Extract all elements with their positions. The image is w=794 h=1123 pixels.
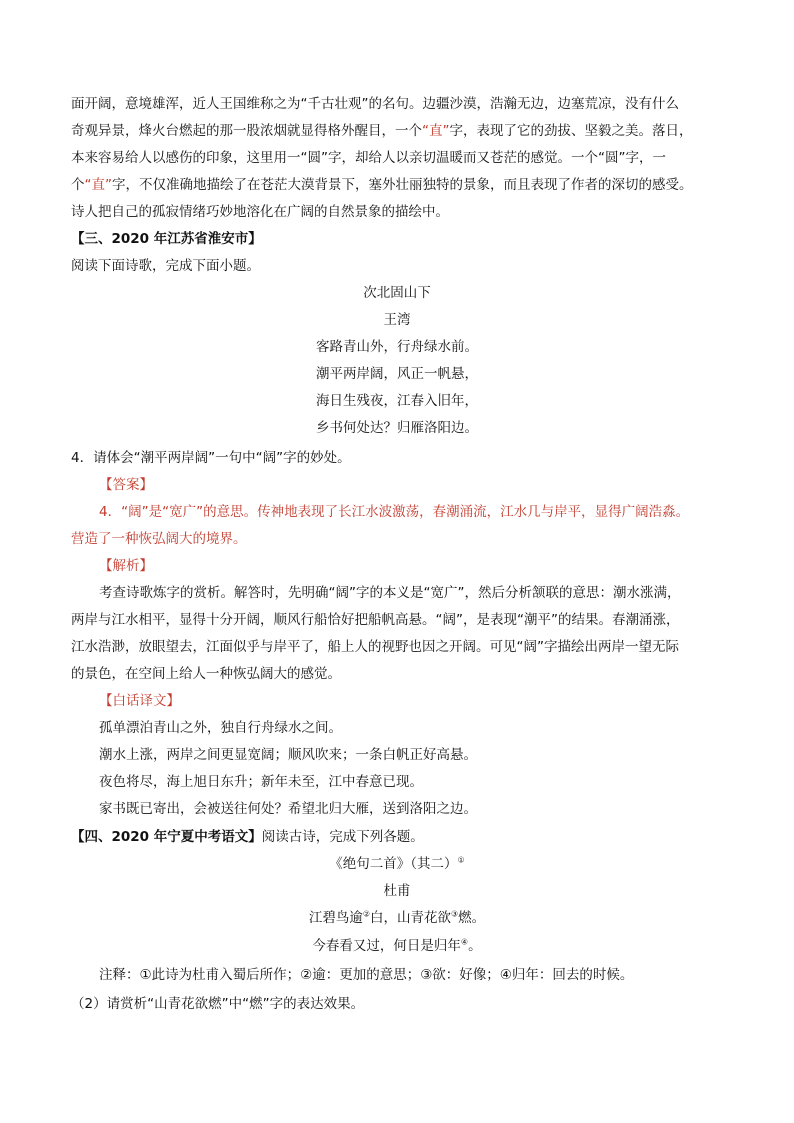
poem-line: 乡书何处达？归雁洛阳边。	[316, 420, 478, 436]
poem-author: 杜甫	[383, 883, 411, 899]
poem-title: 次北固山下	[363, 285, 431, 301]
paragraph-line: 个“直”字，不仅准确地描绘了在苍茫大漠背景下，塞外壮丽独特的景象，而且表现了作者的深切的感受。	[71, 177, 693, 193]
translation-line: 潮水上涨，两岸之间更显宽阔；顺风吹来；一条白帆正好高悬。	[99, 747, 477, 763]
section-heading: 【三、2020 年江苏省淮安市】	[71, 231, 262, 247]
highlight-zhi: “直”	[422, 123, 450, 139]
translation-line: 孤单漂泊青山之外，独自行舟绿水之间。	[99, 720, 342, 736]
analysis-label: 【解析】	[99, 558, 153, 574]
answer-label: 【答案】	[99, 477, 153, 493]
question-text: （2）请赏析“山青花欲燃”中“燃”字的表达效果。	[71, 996, 365, 1012]
section-heading: 【四、2020 年宁夏中考语文】	[71, 829, 262, 845]
poem-author: 王湾	[383, 312, 411, 328]
analysis-text: 两岸与江水相平，显得十分开阔，顺风行船恰好把船帆高悬。“阔”，是表现“潮平”的结果。春潮涌涨，	[71, 612, 680, 628]
translation-line: 夜色将尽，海上旭日东升；新年未至，江中春意已现。	[99, 774, 423, 790]
analysis-text: 考查诗歌炼字的赏析。解答时，先明确“阔”字的本义是“宽广”，然后分析颔联的意思：潮水涨满，	[99, 585, 681, 601]
translation-label: 【白话译文】	[99, 693, 180, 709]
analysis-text: 江水浩渺，放眼望去，江面似乎与岸平了，船上人的视野也因之开阔。可见“阔”字描绘出两岸一望无际	[71, 639, 679, 655]
highlight-zhi: “直”	[84, 177, 112, 193]
poem-line: 海日生残夜，江春入旧年，	[316, 393, 478, 409]
poem-line: 今春看又过，何日是归年④。	[312, 937, 482, 954]
paragraph-line: 诗人把自己的孤寂情绪巧妙地溶化在广阔的自然景象的描绘中。	[71, 204, 449, 220]
paragraph-line: 奇观异景，烽火台燃起的那一股浓烟就显得格外醒目，一个“直”字，表现了它的劲拔、坚毅之美。落日，	[71, 123, 693, 139]
instruction-text: 阅读古诗，完成下列各题。	[261, 829, 424, 845]
question-text: 4．请体会“潮平两岸阔”一句中“阔”字的妙处。	[71, 450, 351, 466]
analysis-text: 的景色，在空间上给人一种恢弘阔大的感觉。	[71, 666, 341, 682]
poem-line: 江碧鸟逾②白，山青花欲③燃。	[308, 909, 486, 926]
section-heading-line	[71, 828, 424, 846]
answer-text: 4．“阔”是“宽广”的意思。传神地表现了长江水波激荡，春潮涌流，江水几与岸平，显得广阔浩淼。	[99, 504, 690, 520]
instruction-text: 阅读下面诗歌，完成下面小题。	[71, 258, 260, 274]
paragraph-line: 本来容易给人以感伤的印象，这里用一“圆”字，却给人以亲切温暖而又苍茫的感觉。一个“圆”字，一	[71, 150, 666, 166]
poem-title: 《绝句二首》（其二）①	[329, 855, 465, 872]
translation-line: 家书既已寄出，会被送往何处？希望北归大雁，送到洛阳之边。	[99, 801, 477, 817]
poem-line: 客路青山外，行舟绿水前。	[316, 339, 478, 355]
notes-text: 注释：①此诗为杜甫入蜀后所作；②逾：更加的意思；③欲：好像；④归年：回去的时候。	[99, 967, 634, 983]
poem-line: 潮平两岸阔，风正一帆悬，	[316, 366, 478, 382]
paragraph-line: 面开阔，意境雄浑，近人王国维称之为“千古壮观”的名句。边疆沙漠，浩瀚无边，边塞荒凉，没有什么	[71, 96, 679, 112]
answer-text: 营造了一种恢弘阔大的境界。	[71, 531, 247, 547]
